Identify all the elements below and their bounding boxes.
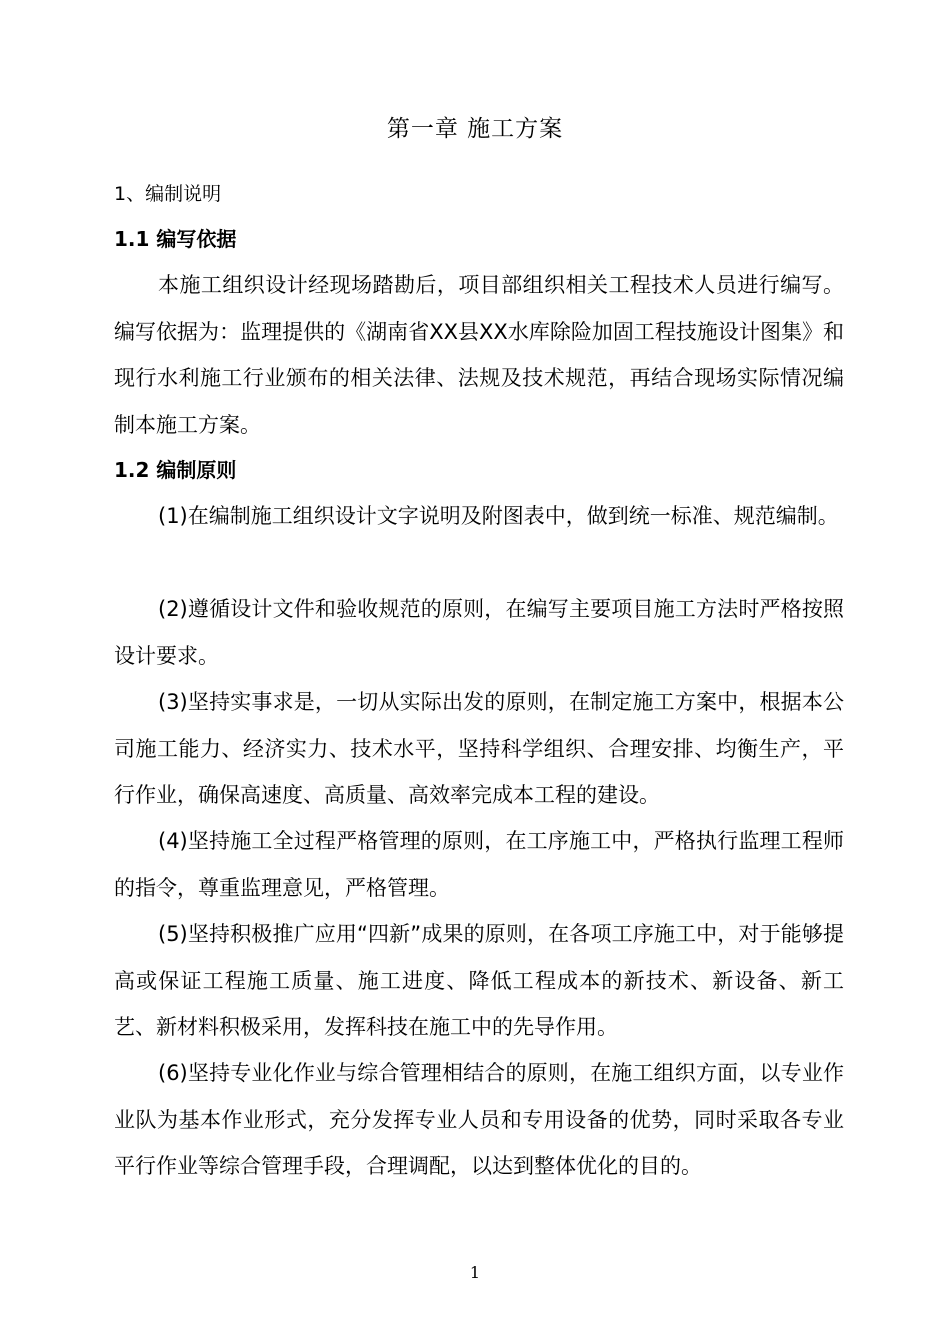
principle-item-2: (2)遵循设计文件和验收规范的原则，在编写主要项目施工方法时严格按照设计要求。 — [114, 597, 844, 668]
paragraph-basis: 本施工组织设计经现场踏勘后，项目部组织相关工程技术人员进行编写。编写依据为：监理提供的《湖南省XX县XX水库除险加固工程技施设计图集》和现行水利施工行业颁布的相关法律、法规及技术规范，再结合现场实际情况编制本施工方案。 — [114, 273, 844, 437]
principle-item-6: (6)坚持专业化作业与综合管理相结合的原则，在施工组织方面，以专业作业队为基本作业形式，充分发挥专业人员和专用设备的优势，同时采取各专业平行作业等综合管理手段，合理调配，以达到整体优化的目的。 — [114, 1061, 844, 1178]
principle-item-4: (4)坚持施工全过程严格管理的原则，在工序施工中，严格执行监理工程师的指令，尊重监理意见，严格管理。 — [114, 829, 844, 900]
page-number: 1 — [469, 1263, 481, 1282]
principle-item-1: (1)在编制施工组织设计文字说明及附图表中，做到统一标准、规范编制。 — [158, 504, 839, 528]
principle-item-3: (3)坚持实事求是，一切从实际出发的原则，在制定施工方案中，根据本公司施工能力、经济实力、技术水平，坚持科学组织、合理安排、均衡生产，平行作业，确保高速度、高质量、高效率完成本工程的建设。 — [114, 690, 844, 807]
chapter-title: 第一章 施工方案 — [386, 116, 564, 142]
subsection-heading-basis: 1.1 编写依据 — [114, 227, 237, 251]
subsection-heading-principles: 1.2 编制原则 — [114, 458, 237, 482]
section-heading: 1、编制说明 — [114, 183, 222, 205]
principle-item-5: (5)坚持积极推广应用“四新”成果的原则，在各项工序施工中，对于能够提高或保证工程施工质量、施工进度、降低工程成本的新技术、新设备、新工艺、新材料积极采用，发挥科技在施工中的先导作用。 — [114, 922, 844, 1039]
